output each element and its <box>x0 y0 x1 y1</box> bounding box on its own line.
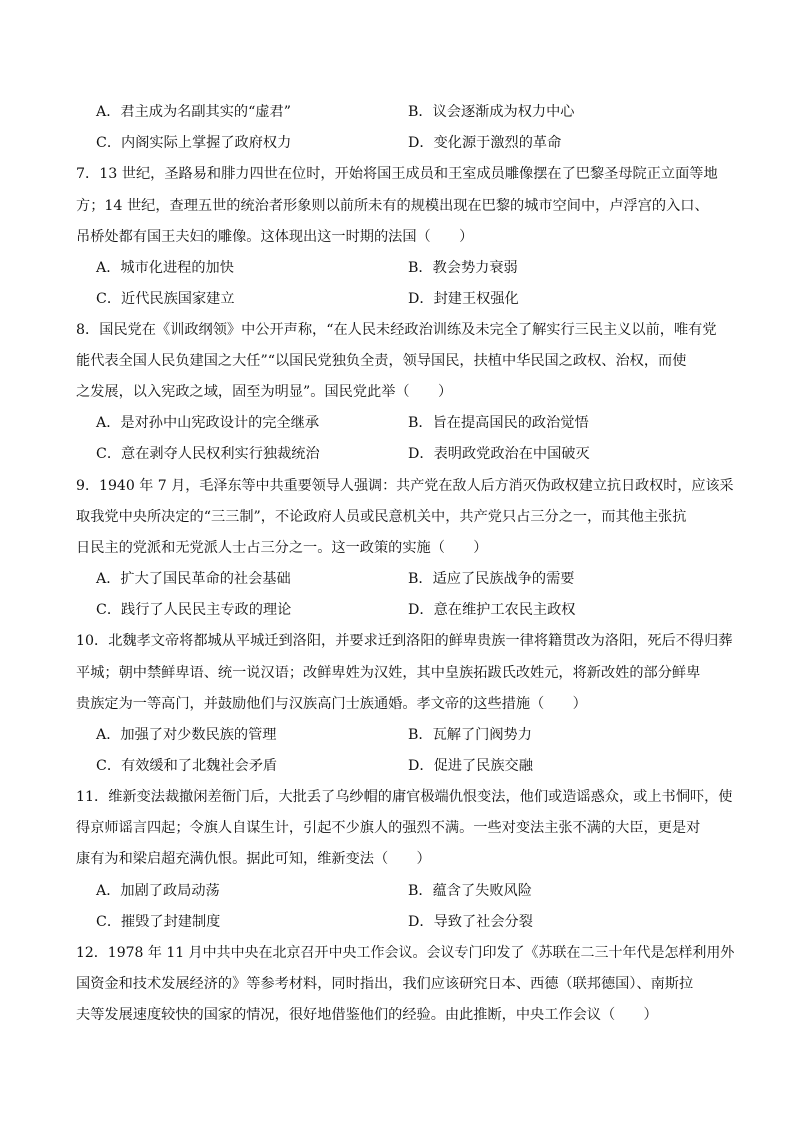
q9-stem-line-3: 日民主的党派和无党派人士占三分之一。这一政策的实施（ ） <box>76 540 488 556</box>
q11-stem-line-3: 康有为和梁启超充满仇恨。据此可知，维新变法（ ） <box>76 851 431 867</box>
q9-option-b[interactable]: B．适应了民族战争的需要 <box>408 571 575 587</box>
q7-option-b[interactable]: B．教会势力衰弱 <box>408 260 518 276</box>
q9-option-c[interactable]: C．践行了人民民主专政的理论 <box>96 602 292 618</box>
q9-stem-line-1: 9．1940 年 7 月，毛泽东等中共重要领导人强调：共产党在敌人后方消灭伪政权建立抗日政权时，应该采 <box>76 478 734 494</box>
q8-stem-line-1: 8．国民党在《训政纲领》中公开声称，“在人民未经政治训练及未完全了解实行三民主义以前，唯有党 <box>76 322 717 338</box>
q8-option-c[interactable]: C．意在剥夺人民权利实行独裁统治 <box>96 446 320 462</box>
q8-option-d[interactable]: D．表明政党政治在中国破灭 <box>408 446 590 462</box>
q11-option-b[interactable]: B．蕴含了失败风险 <box>408 883 532 899</box>
q12-stem-line-1: 12．1978 年 11 月中共中央在北京召开中央工作会议。会议专门印发了《苏联在二三十年代是怎样利用外 <box>76 945 735 961</box>
q10-stem-line-2: 平城；朝中禁鲜卑语、统一说汉语；改鲜卑姓为汉姓，其中皇族拓跋氏改姓元，将新改姓的部分鲜卑 <box>76 665 701 681</box>
q11-option-d[interactable]: D．导致了社会分裂 <box>408 914 533 930</box>
q8-option-a[interactable]: A．是对孙中山宪政设计的完全继承 <box>96 415 320 431</box>
q6-option-a[interactable]: A．君主成为名副其实的“虚君” <box>96 104 292 120</box>
q10-option-a[interactable]: A．加强了对少数民族的管理 <box>96 727 277 743</box>
q12-stem-line-3: 夫等发展速度较快的国家的情况，很好地借鉴他们的经验。由此推断，中央工作会议（ ） <box>76 1007 658 1023</box>
q10-stem-line-1: 10．北魏孝文帝将都城从平城迁到洛阳，并要求迁到洛阳的鲜卑贵族一律将籍贯改为洛阳，死后不得归葬 <box>76 633 733 649</box>
q6-option-c[interactable]: C．内阁实际上掌握了政府权力 <box>96 135 292 151</box>
q6-option-d[interactable]: D．变化源于激烈的革命 <box>408 135 562 151</box>
q7-stem-line-3: 吊桥处都有国王夫妇的雕像。这体现出这一时期的法国（ ） <box>76 229 474 245</box>
q7-stem-line-1: 7．13 世纪，圣路易和腓力四世在位时，开始将国王成员和王室成员雕像摆在了巴黎圣母院正立面等地 <box>76 166 718 182</box>
q11-stem-line-1: 11．维新变法裁撤闲差衙门后，大批丢了乌纱帽的庸官极端仇恨变法，他们或造谣惑众，或上书恫吓，使 <box>76 789 733 805</box>
q7-option-c[interactable]: C．近代民族国家建立 <box>96 291 235 307</box>
q7-option-a[interactable]: A．城市化进程的加快 <box>96 260 234 276</box>
q9-option-a[interactable]: A．扩大了国民革命的社会基础 <box>96 571 291 587</box>
q9-option-d[interactable]: D．意在维护工农民主政权 <box>408 602 576 618</box>
q11-option-a[interactable]: A．加剧了政局动荡 <box>96 883 220 899</box>
q10-stem-line-3: 贵族定为一等高门，并鼓励他们与汉族高门士族通婚。孝文帝的这些措施（ ） <box>76 696 587 712</box>
q8-stem-line-3: 之发展，以入宪政之域，固至为明显”。国民党此举（ ） <box>76 384 453 400</box>
q8-stem-line-2: 能代表全国人民负建国之大任”“以国民党独负全责，领导国民，扶植中华民国之政权、治权，而使 <box>76 353 687 369</box>
q10-option-c[interactable]: C．有效缓和了北魏社会矛盾 <box>96 758 278 774</box>
q10-option-b[interactable]: B．瓦解了门阀势力 <box>408 727 532 743</box>
q9-stem-line-2: 取我党中央所决定的“三三制”，不论政府人员或民意机关中，共产党只占三分之一，而其他主张抗 <box>76 509 687 525</box>
q12-stem-line-2: 国资金和技术发展经济的》等参考材料，同时指出，我们应该研究日本、西德（联邦德国）、南斯拉 <box>76 976 694 992</box>
q6-option-b[interactable]: B．议会逐渐成为权力中心 <box>408 104 575 120</box>
q7-stem-line-2: 方；14 世纪，查理五世的统治者形象则以前所未有的规模出现在巴黎的城市空间中，卢浮宫的入口、 <box>76 198 709 214</box>
q7-option-d[interactable]: D．封建王权强化 <box>408 291 519 307</box>
q11-option-c[interactable]: C．摧毁了封建制度 <box>96 914 221 930</box>
q10-option-d[interactable]: D．促进了民族交融 <box>408 758 533 774</box>
q11-stem-line-2: 得京师谣言四起；令旗人自谋生计，引起不少旗人的强烈不满。一些对变法主张不满的大臣，更是对 <box>76 820 701 836</box>
q8-option-b[interactable]: B．旨在提高国民的政治觉悟 <box>408 415 589 431</box>
